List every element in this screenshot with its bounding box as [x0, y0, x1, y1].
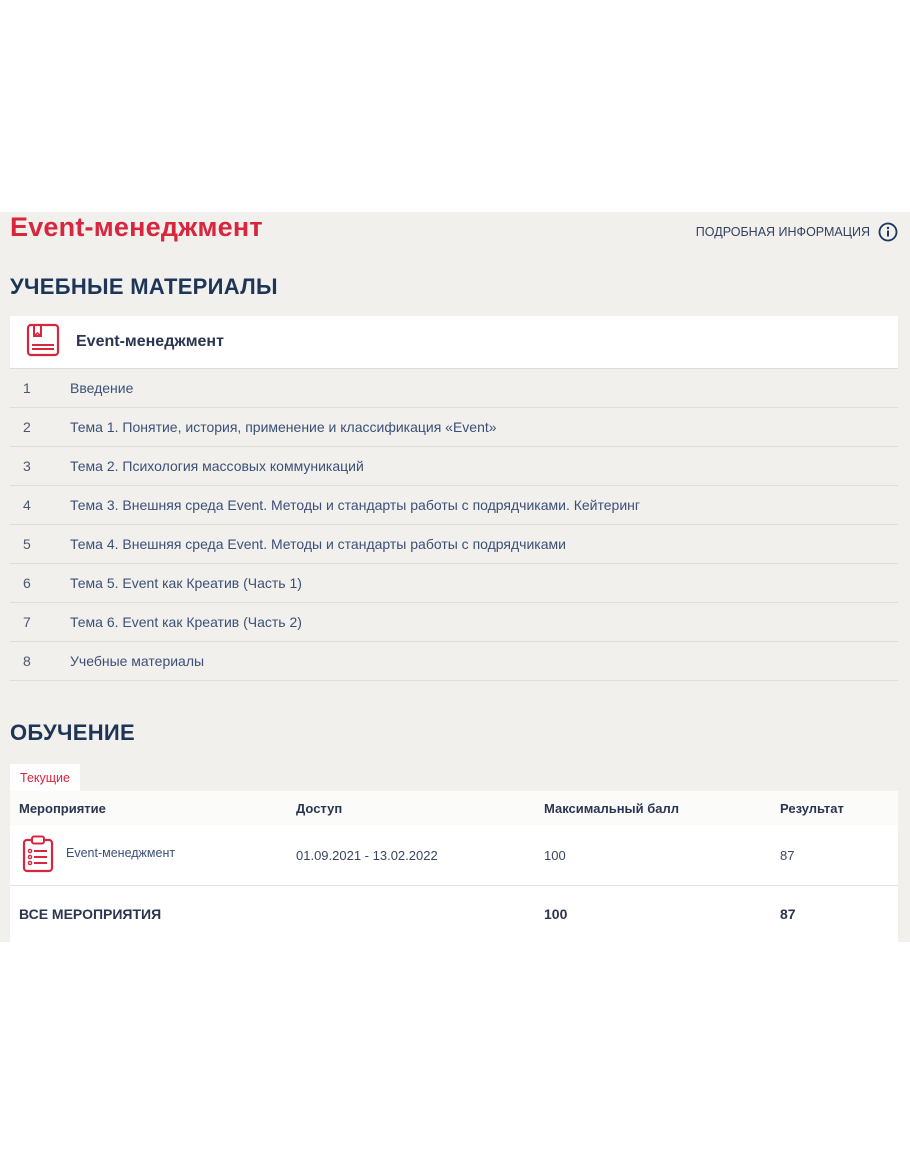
clipboard-icon [22, 835, 54, 876]
total-label: ВСЕ МЕРОПРИЯТИЯ [19, 906, 162, 922]
materials-heading: УЧЕБНЫЕ МАТЕРИАЛЫ [10, 274, 278, 299]
topic-number: 7 [23, 614, 31, 630]
list-item[interactable] [10, 564, 898, 603]
training-table [10, 791, 898, 942]
table-total-row [10, 886, 898, 942]
topic-link[interactable]: Тема 3. Внешняя среда Event. Методы и стандарты работы с подрядчиками. Кейтеринг [70, 497, 640, 513]
total-result: 87 [780, 906, 796, 922]
tab-current[interactable]: Текущие [10, 764, 80, 791]
list-item[interactable] [10, 447, 898, 486]
materials-card-title: Event-менеджмент [76, 333, 224, 350]
event-cell [10, 835, 296, 876]
topic-number: 1 [23, 380, 31, 396]
max-score-cell: 100 [544, 847, 566, 863]
course-panel [0, 212, 910, 942]
topic-link[interactable]: Тема 4. Внешняя среда Event. Методы и стандарты работы с подрядчиками [70, 536, 566, 552]
access-cell: 01.09.2021 - 13.02.2022 [296, 847, 438, 863]
topic-link[interactable]: Тема 2. Психология массовых коммуникаций [70, 458, 364, 474]
topic-number: 5 [23, 536, 31, 552]
book-icon [26, 323, 60, 362]
topics-list [10, 369, 898, 681]
topic-number: 3 [23, 458, 31, 474]
details-link-label: ПОДРОБНАЯ ИНФОРМАЦИЯ [695, 225, 870, 239]
list-item[interactable] [10, 603, 898, 642]
topic-number: 8 [23, 653, 31, 669]
result-cell: 87 [780, 847, 795, 863]
topic-number: 6 [23, 575, 31, 591]
column-header-event: Мероприятие [19, 800, 106, 816]
list-item[interactable] [10, 525, 898, 564]
column-header-result: Результат [780, 800, 844, 816]
topic-number: 4 [23, 497, 31, 513]
column-header-max-score: Максимальный балл [544, 800, 680, 816]
column-header-access: Доступ [296, 800, 343, 816]
details-link[interactable] [696, 222, 898, 242]
topic-link[interactable]: Тема 1. Понятие, история, применение и классификация «Event» [70, 419, 497, 435]
total-max-score: 100 [544, 906, 568, 922]
topic-link[interactable]: Тема 5. Event как Креатив (Часть 1) [70, 575, 302, 591]
list-item[interactable] [10, 486, 898, 525]
materials-card [10, 316, 898, 369]
event-link[interactable]: Event-менеджмент [66, 846, 176, 860]
table-header [10, 791, 898, 825]
topic-link[interactable]: Учебные материалы [70, 653, 205, 669]
topic-link[interactable]: Введение [70, 380, 134, 396]
topic-number: 2 [23, 419, 31, 435]
training-heading: ОБУЧЕНИЕ [10, 720, 135, 745]
info-icon [878, 222, 898, 242]
topic-link[interactable]: Тема 6. Event как Креатив (Часть 2) [70, 614, 302, 630]
list-item[interactable] [10, 408, 898, 447]
table-row [10, 825, 898, 886]
page-title: Event-менеджмент [10, 212, 263, 242]
list-item[interactable] [10, 369, 898, 408]
list-item[interactable] [10, 642, 898, 681]
